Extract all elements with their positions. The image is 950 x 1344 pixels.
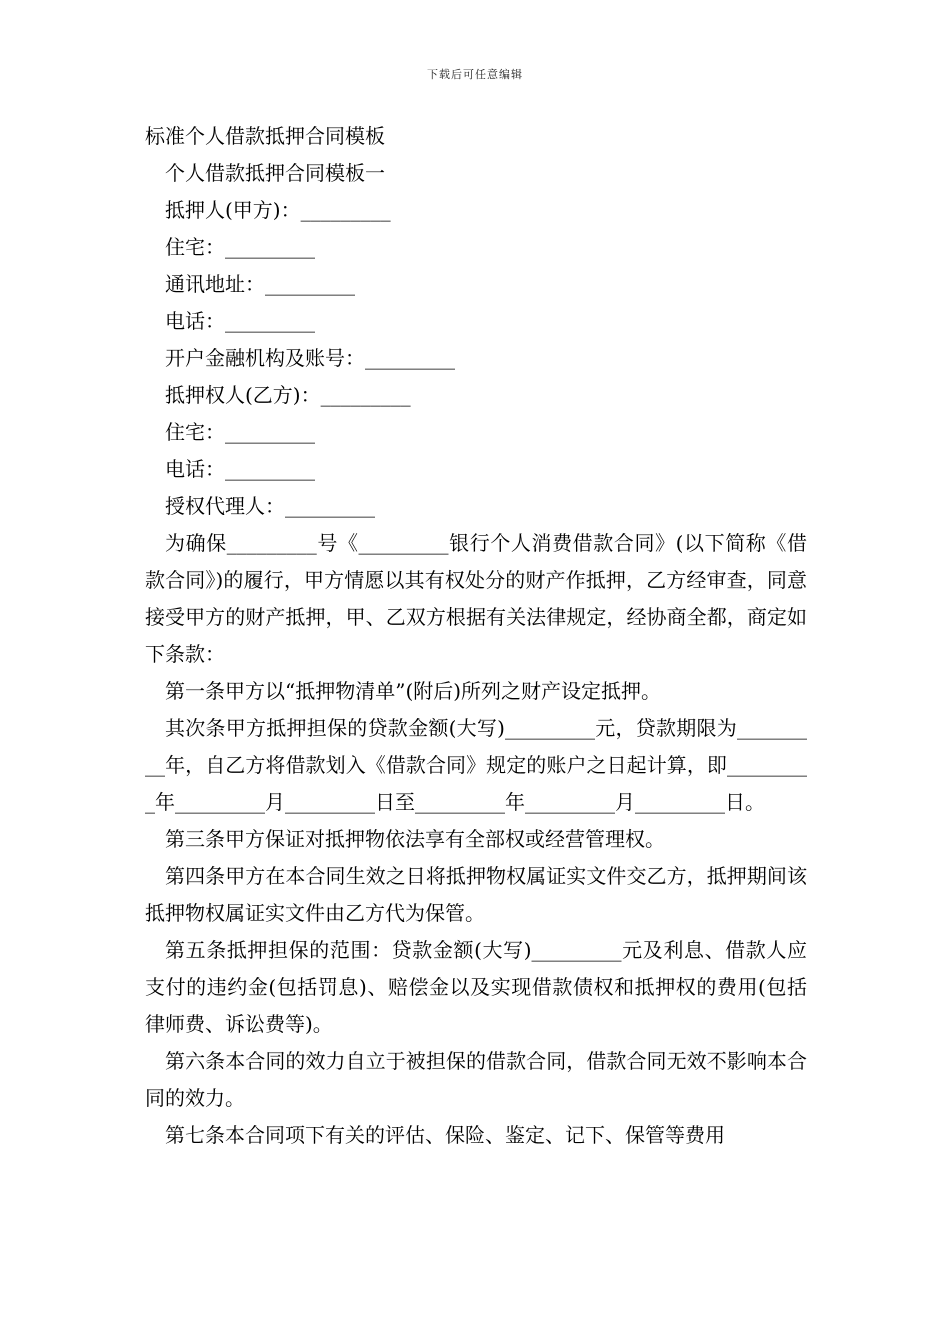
- paragraph-article-1: 第一条甲方以“抵押物清单”(附后)所列之财产设定抵押。: [165, 679, 662, 703]
- document-body: [145, 118, 807, 1154]
- page-header-note: 下载后可任意编辑: [427, 68, 523, 81]
- paragraph-article-4: 第四条甲方在本合同生效之日将抵押物权属证实文件交乙方，抵押期间该抵押物权属证实文件由乙方代为保管。: [145, 864, 807, 925]
- field-mortgagee-residence: 住宅：_________: [165, 420, 315, 444]
- paragraph-article-3: 第三条甲方保证对抵押物依法享有全部权或经营管理权。: [165, 827, 665, 851]
- field-bank-account: 开户金融机构及账号：_________: [165, 346, 455, 370]
- document-subtitle: 个人借款抵押合同模板一: [165, 161, 385, 185]
- field-mortgagee-phone: 电话：_________: [165, 457, 315, 481]
- field-mortgagor-phone: 电话：_________: [165, 309, 315, 333]
- field-authorized-agent: 授权代理人：_________: [165, 494, 375, 518]
- paragraph-article-5: 第五条抵押担保的范围：贷款金额(大写)_________元及利息、借款人应支付的违约金(包括罚息)、赔偿金以及实现借款债权和抵押权的费用(包括律师费、诉讼费等)。: [145, 938, 807, 1036]
- paragraph-preamble: 为确保_________号《_________银行个人消费借款合同》(以下简称《借款合同》)的履行，甲方情愿以其有权处分的财产作抵押，乙方经审查，同意接受甲方的财产抵押，甲、乙双方根据有关法律规定，经协商全都，商定如下条款：: [145, 531, 807, 666]
- paragraph-article-6: 第六条本合同的效力自立于被担保的借款合同，借款合同无效不影响本合同的效力。: [145, 1049, 807, 1110]
- field-mortgagor: 抵押人(甲方)：_________: [165, 198, 391, 222]
- field-mortgagor-address: 通讯地址：_________: [165, 272, 355, 296]
- field-mortgagee: 抵押权人(乙方)：_________: [165, 383, 411, 407]
- paragraph-article-7: 第七条本合同项下有关的评估、保险、鉴定、记下、保管等费用: [165, 1123, 725, 1147]
- paragraph-article-2: 其次条甲方抵押担保的贷款金额(大写)_________元，贷款期限为_________年，自乙方将借款划入《借款合同》规定的账户之日起计算，即_________年_________月_________日至_________年_________月_________日。: [145, 716, 807, 814]
- field-mortgagor-residence: 住宅：_________: [165, 235, 315, 259]
- document-title: 标准个人借款抵押合同模板: [145, 124, 385, 148]
